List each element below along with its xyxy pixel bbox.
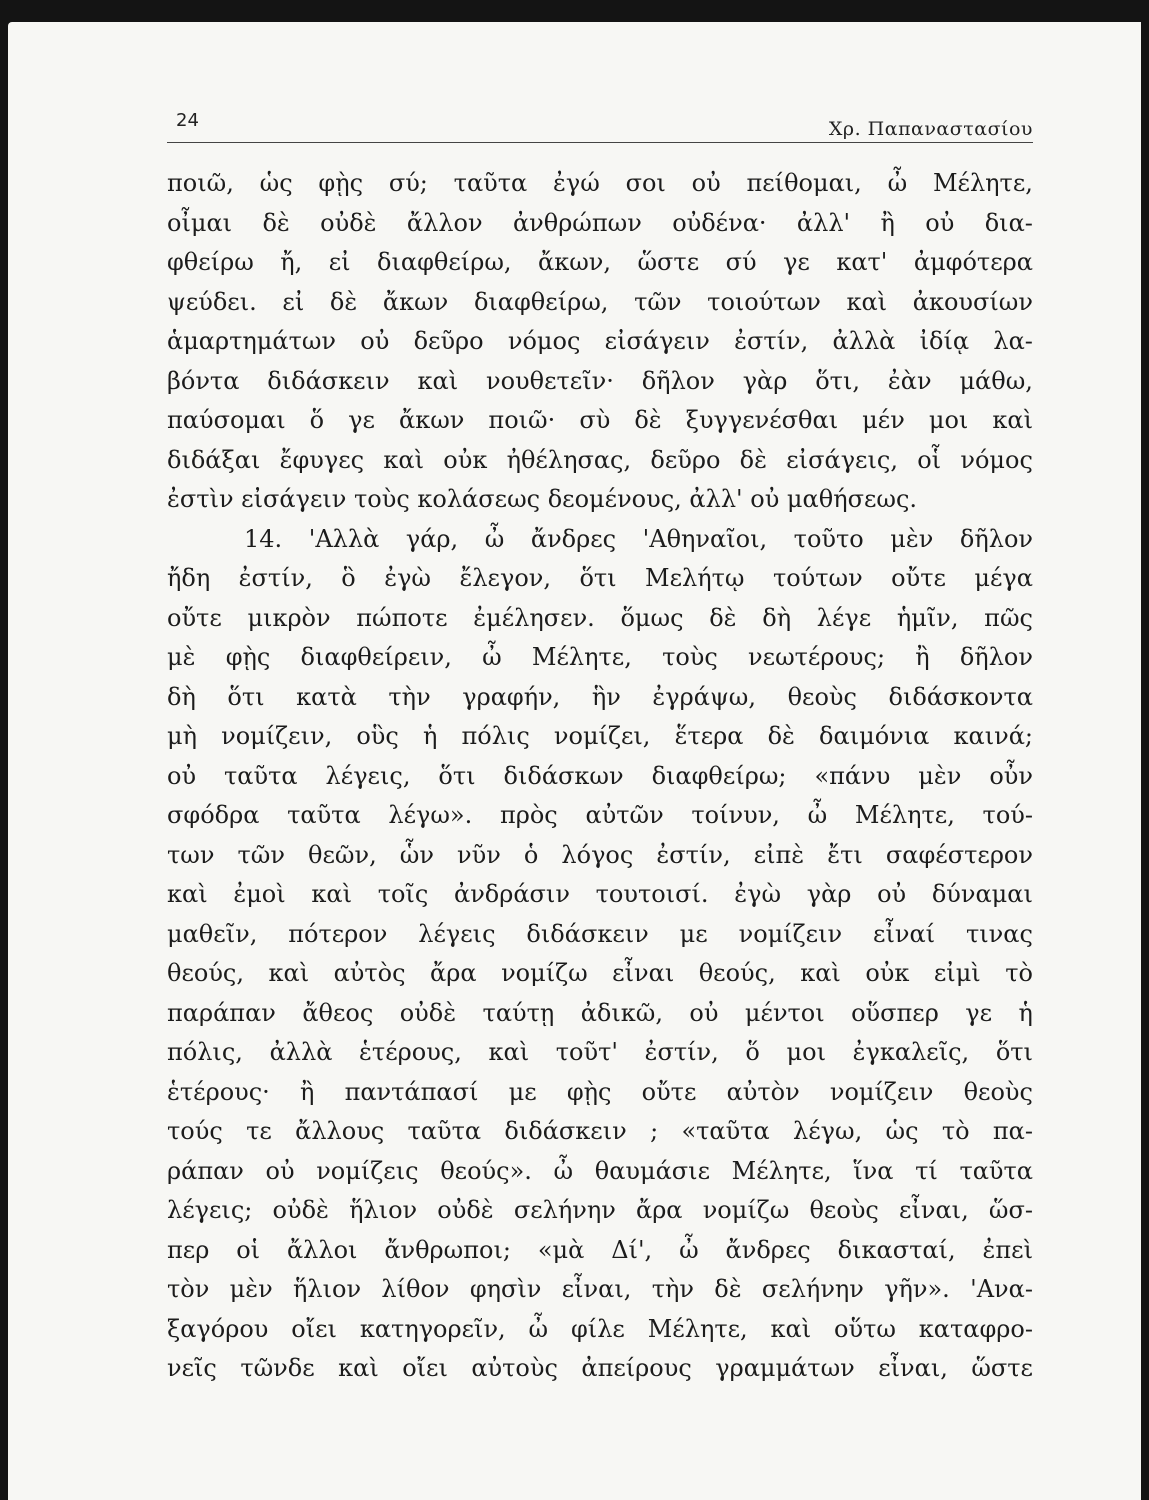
text-line: τὸν μὲν ἥλιον λίθον φησὶν εἶναι, τὴν δὲ σελήνην γῆν». 'Ανα- — [167, 1275, 1033, 1303]
text-line: λέγεις; οὐδὲ ἥλιον οὐδὲ σελήνην ἄρα νομίζω θεοὺς εἶναι, ὥσ- — [167, 1196, 1033, 1224]
text-line: πόλις, ἀλλὰ ἑτέρους, καὶ τοῦτ' ἐστίν, ὅ μοι ἐγκαλεῖς, ὅτι — [167, 1038, 1033, 1066]
text-line: δὴ ὅτι κατὰ τὴν γραφήν, ἣν ἐγράψω, θεοὺς διδάσκοντα — [167, 682, 1033, 711]
text-line: βόντα διδάσκειν καὶ νουθετεῖν· δῆλον γὰρ ὅτι, ἐὰν μάθω, — [167, 366, 1033, 395]
text-line: καὶ ἐμοὶ καὶ τοῖς ἀνδράσιν τουτοισί. ἐγὼ γὰρ οὐ δύναμαι — [167, 880, 1033, 908]
text-line: ποιῶ, ὡς φῂς σύ; ταῦτα ἐγώ σοι οὐ πείθομαι, ὦ Μέλητε, — [167, 169, 1033, 197]
page-header — [167, 108, 1033, 143]
text-line: ἤδη ἐστίν, ὃ ἐγὼ ἔλεγον, ὅτι Μελήτῳ τούτων οὔτε μέγα — [167, 564, 1033, 592]
text-line-paragraph-start: 14. 'Αλλὰ γάρ, ὦ ἄνδρες 'Αθηναῖοι, τοῦτο μὲν δῆλον — [244, 524, 1033, 553]
text-line: οὔτε μικρὸν πώποτε ἐμέλησεν. ὅμως δὲ δὴ λέγε ἡμῖν, πῶς — [167, 603, 1033, 632]
text-line: ἑτέρους· ἢ παντάπασί με φῂς οὔτε αὐτὸν νομίζειν θεοὺς — [167, 1077, 1033, 1106]
running-head: Χρ. Παπαναστασίου — [828, 118, 1033, 140]
text-line: θεούς, καὶ αὐτὸς ἄρα νομίζω εἶναι θεούς, καὶ οὐκ εἰμὶ τὸ — [167, 959, 1033, 987]
text-line: τούς τε ἄλλους ταῦτα διδάσκειν ; «ταῦτα λέγω, ὡς τὸ πα- — [167, 1117, 1033, 1145]
text-line: οὐ ταῦτα λέγεις, ὅτι διδάσκων διαφθείρω; «πάνυ μὲν οὖν — [167, 761, 1033, 790]
text-line: ράπαν οὐ νομίζεις θεούς». ὦ θαυμάσιε Μέλητε, ἵνα τί ταῦτα — [167, 1156, 1033, 1185]
body-text — [167, 164, 1033, 1389]
text-line: παύσομαι ὅ γε ἄκων ποιῶ· σὺ δὲ ξυγγενέσθαι μέν μοι καὶ — [167, 406, 1033, 434]
text-line: διδάξαι ἔφυγες καὶ οὐκ ἠθέλησας, δεῦρο δὲ εἰσάγεις, οἷ νόμος — [167, 445, 1033, 474]
text-line: ψεύδει. εἰ δὲ ἄκων διαφθείρω, τῶν τοιούτων καὶ ἀκουσίων — [167, 287, 1033, 316]
page-number: 24 — [176, 110, 199, 131]
text-line: σφόδρα ταῦτα λέγω». πρὸς αὐτῶν τοίνυν, ὦ Μέλητε, τού- — [167, 801, 1033, 829]
text-line: οἶμαι δὲ οὐδὲ ἄλλον ἀνθρώπων οὐδένα· ἀλλ' ἢ οὐ δια- — [167, 208, 1033, 237]
text-line: ἁμαρτημάτων οὐ δεῦρο νόμος εἰσάγειν ἐστίν, ἀλλὰ ἰδίᾳ λα- — [167, 327, 1033, 355]
text-line: περ οἱ ἄλλοι ἄνθρωποι; «μὰ Δί', ὦ ἄνδρες δικασταί, ἐπεὶ — [167, 1235, 1033, 1264]
text-line: μαθεῖν, πότερον λέγεις διδάσκειν με νομίζειν εἶναί τινας — [167, 919, 1033, 948]
text-line: παράπαν ἄθεος οὐδὲ ταύτῃ ἀδικῶ, οὐ μέντοι οὕσπερ γε ἡ — [167, 998, 1033, 1027]
text-line: μὲ φῂς διαφθείρειν, ὦ Μέλητε, τοὺς νεωτέρους; ἢ δῆλον — [167, 643, 1033, 671]
text-line: φθείρω ἤ, εἰ διαφθείρω, ἄκων, ὥστε σύ γε κατ' ἀμφότερα — [167, 248, 1033, 276]
text-line: νεῖς τῶνδε καὶ οἴει αὐτοὺς ἀπείρους γραμμάτων εἶναι, ὥστε — [167, 1354, 1033, 1382]
text-line: ἐστὶν εἰσάγειν τοὺς κολάσεως δεομένους, ἀλλ' οὐ μαθήσεως. — [167, 485, 918, 513]
text-line: μὴ νομίζειν, οὓς ἡ πόλις νομίζει, ἕτερα δὲ δαιμόνια καινά; — [167, 722, 1033, 750]
text-line: των τῶν θεῶν, ὧν νῦν ὁ λόγος ἐστίν, εἰπὲ ἔτι σαφέστερον — [167, 840, 1033, 869]
text-line: ξαγόρου οἴει κατηγορεῖν, ὦ φίλε Μέλητε, καὶ οὕτω καταφρο- — [167, 1314, 1033, 1343]
